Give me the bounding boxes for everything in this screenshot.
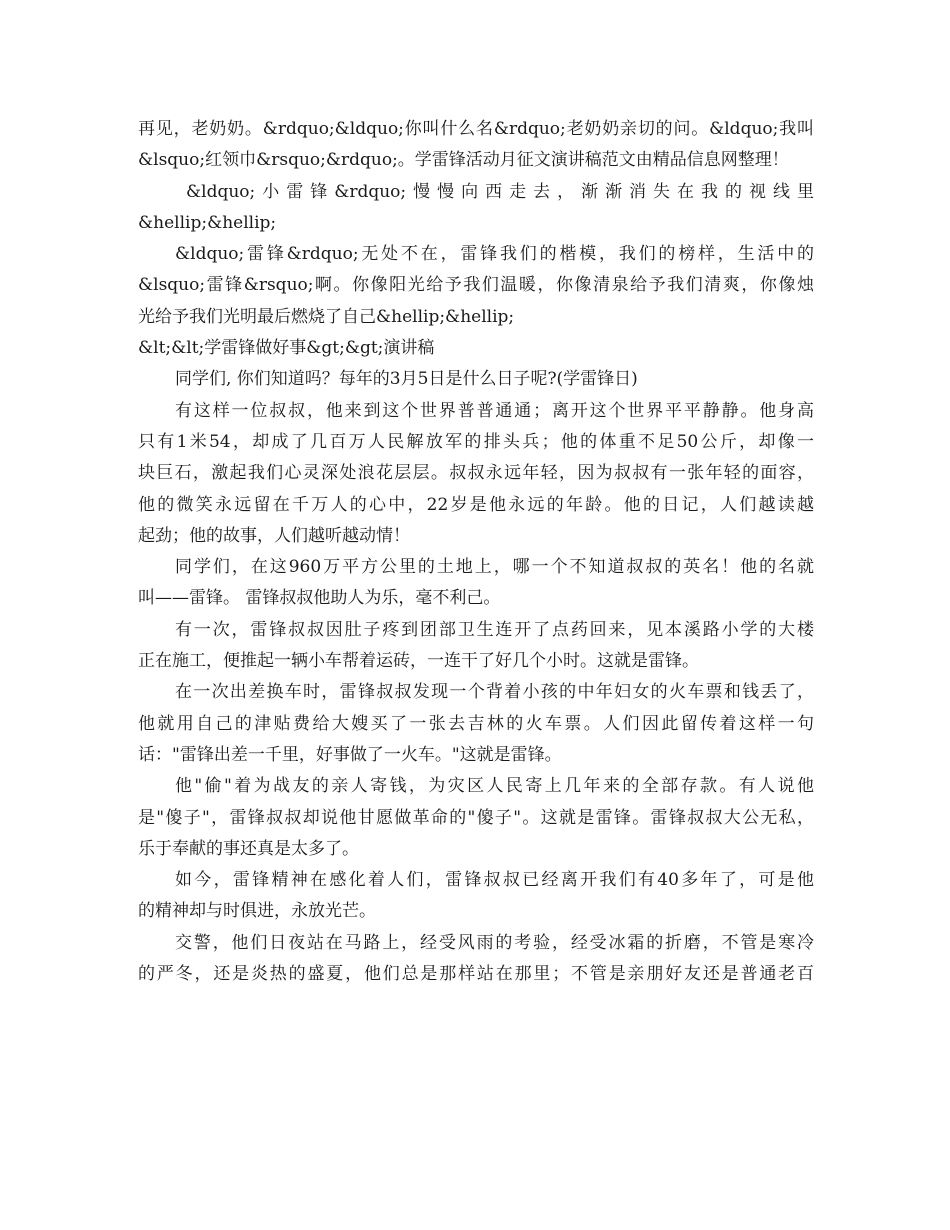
text-line: 在一次出差换车时，雷锋叔叔发现一个背着小孩的中年妇女的火车票和钱丢了，	[175, 682, 814, 703]
text-line: 他的微笑永远留在千万人的心中，22岁是他永远的年龄。他的日记，人们越读越	[138, 494, 814, 515]
text-line: 再见，老奶奶。&rdquo;&ldquo;你叫什么名&rdquo;老奶奶亲切的问。&ldquo;我叫	[138, 119, 814, 139]
text-line: 块巨石，激起我们心灵深处浪花层层。叔叔永远年轻，因为叔叔有一张年轻的面容，	[138, 463, 814, 484]
text-line: 叫——雷锋。 雷锋叔叔他助人为乐，毫不利己。	[138, 588, 501, 609]
text-line: 有一次，雷锋叔叔因肚子疼到团部卫生连开了点药回来，见本溪路小学的大楼	[175, 619, 814, 640]
text-line: 的精神却与时俱进，永放光芒。	[138, 901, 376, 922]
text-line: 同学们，在这960万平方公里的土地上，哪一个不知道叔叔的英名！他的名就	[175, 557, 814, 578]
text-line: 他就用自己的津贴费给大嫂买了一张去吉林的火车票。人们因此留传着这样一句	[138, 713, 814, 734]
text-line: 起劲；他的故事，人们越听越动情！	[138, 525, 410, 546]
text-line: 他"偷"着为战友的亲人寄钱，为灾区人民寄上几年来的全部存款。有人说他	[175, 776, 814, 797]
text-line: &lsquo;红领巾&rsquo;&rdquo;。学雷锋活动月征文演讲稿范文由精品信息网整理！	[138, 150, 789, 171]
text-line: 是"傻子"，雷锋叔叔却说他甘愿做革命的"傻子"。这就是雷锋。雷锋叔叔大公无私，	[138, 807, 814, 828]
text-line: 正在施工，便推起一辆小车帮着运砖，一连干了好几个小时。这就是雷锋。	[138, 651, 699, 672]
document-body	[138, 114, 814, 990]
text-line: 交警，他们日夜站在马路上，经受风雨的考验，经受冰霜的折磨，不管是寒冷	[175, 932, 814, 953]
text-line: &ldquo;雷锋&rdquo;无处不在，雷锋我们的楷模，我们的榜样，生活中的	[175, 244, 814, 265]
text-line: 如今，雷锋精神在感化着人们，雷锋叔叔已经离开我们有40多年了，可是他	[175, 870, 814, 891]
text-line: &ldquo;小雷锋&rdquo;慢慢向西走去，渐渐消失在我的视线里	[186, 181, 814, 202]
text-line: &lt;&lt;学雷锋做好事&gt;&gt;演讲稿	[138, 338, 435, 359]
text-line: &lsquo;雷锋&rsquo;啊。你像阳光给予我们温暖，你像清泉给予我们清爽，你像烛	[138, 275, 814, 296]
text-line: 同学们, 你们知道吗？每年的3月5日是什么日子呢?(学雷锋日)	[175, 369, 638, 390]
text-line: 有这样一位叔叔，他来到这个世界普普通通；离开这个世界平平静静。他身高	[175, 400, 814, 421]
text-line: 光给予我们光明最后燃烧了自己&hellip;&hellip;	[138, 306, 515, 327]
text-line: &hellip;&hellip;	[138, 212, 277, 233]
text-line: 话："雷锋出差一千里，好事做了一火车。"这就是雷锋。	[138, 744, 562, 765]
text-line: 的严冬，还是炎热的盛夏，他们总是那样站在那里；不管是亲朋好友还是普通老百	[138, 964, 814, 985]
text-line: 只有1米54，却成了几百万人民解放军的排头兵；他的体重不足50公斤，却像一	[138, 431, 814, 452]
text-line: 乐于奉献的事还真是太多了。	[138, 838, 359, 859]
